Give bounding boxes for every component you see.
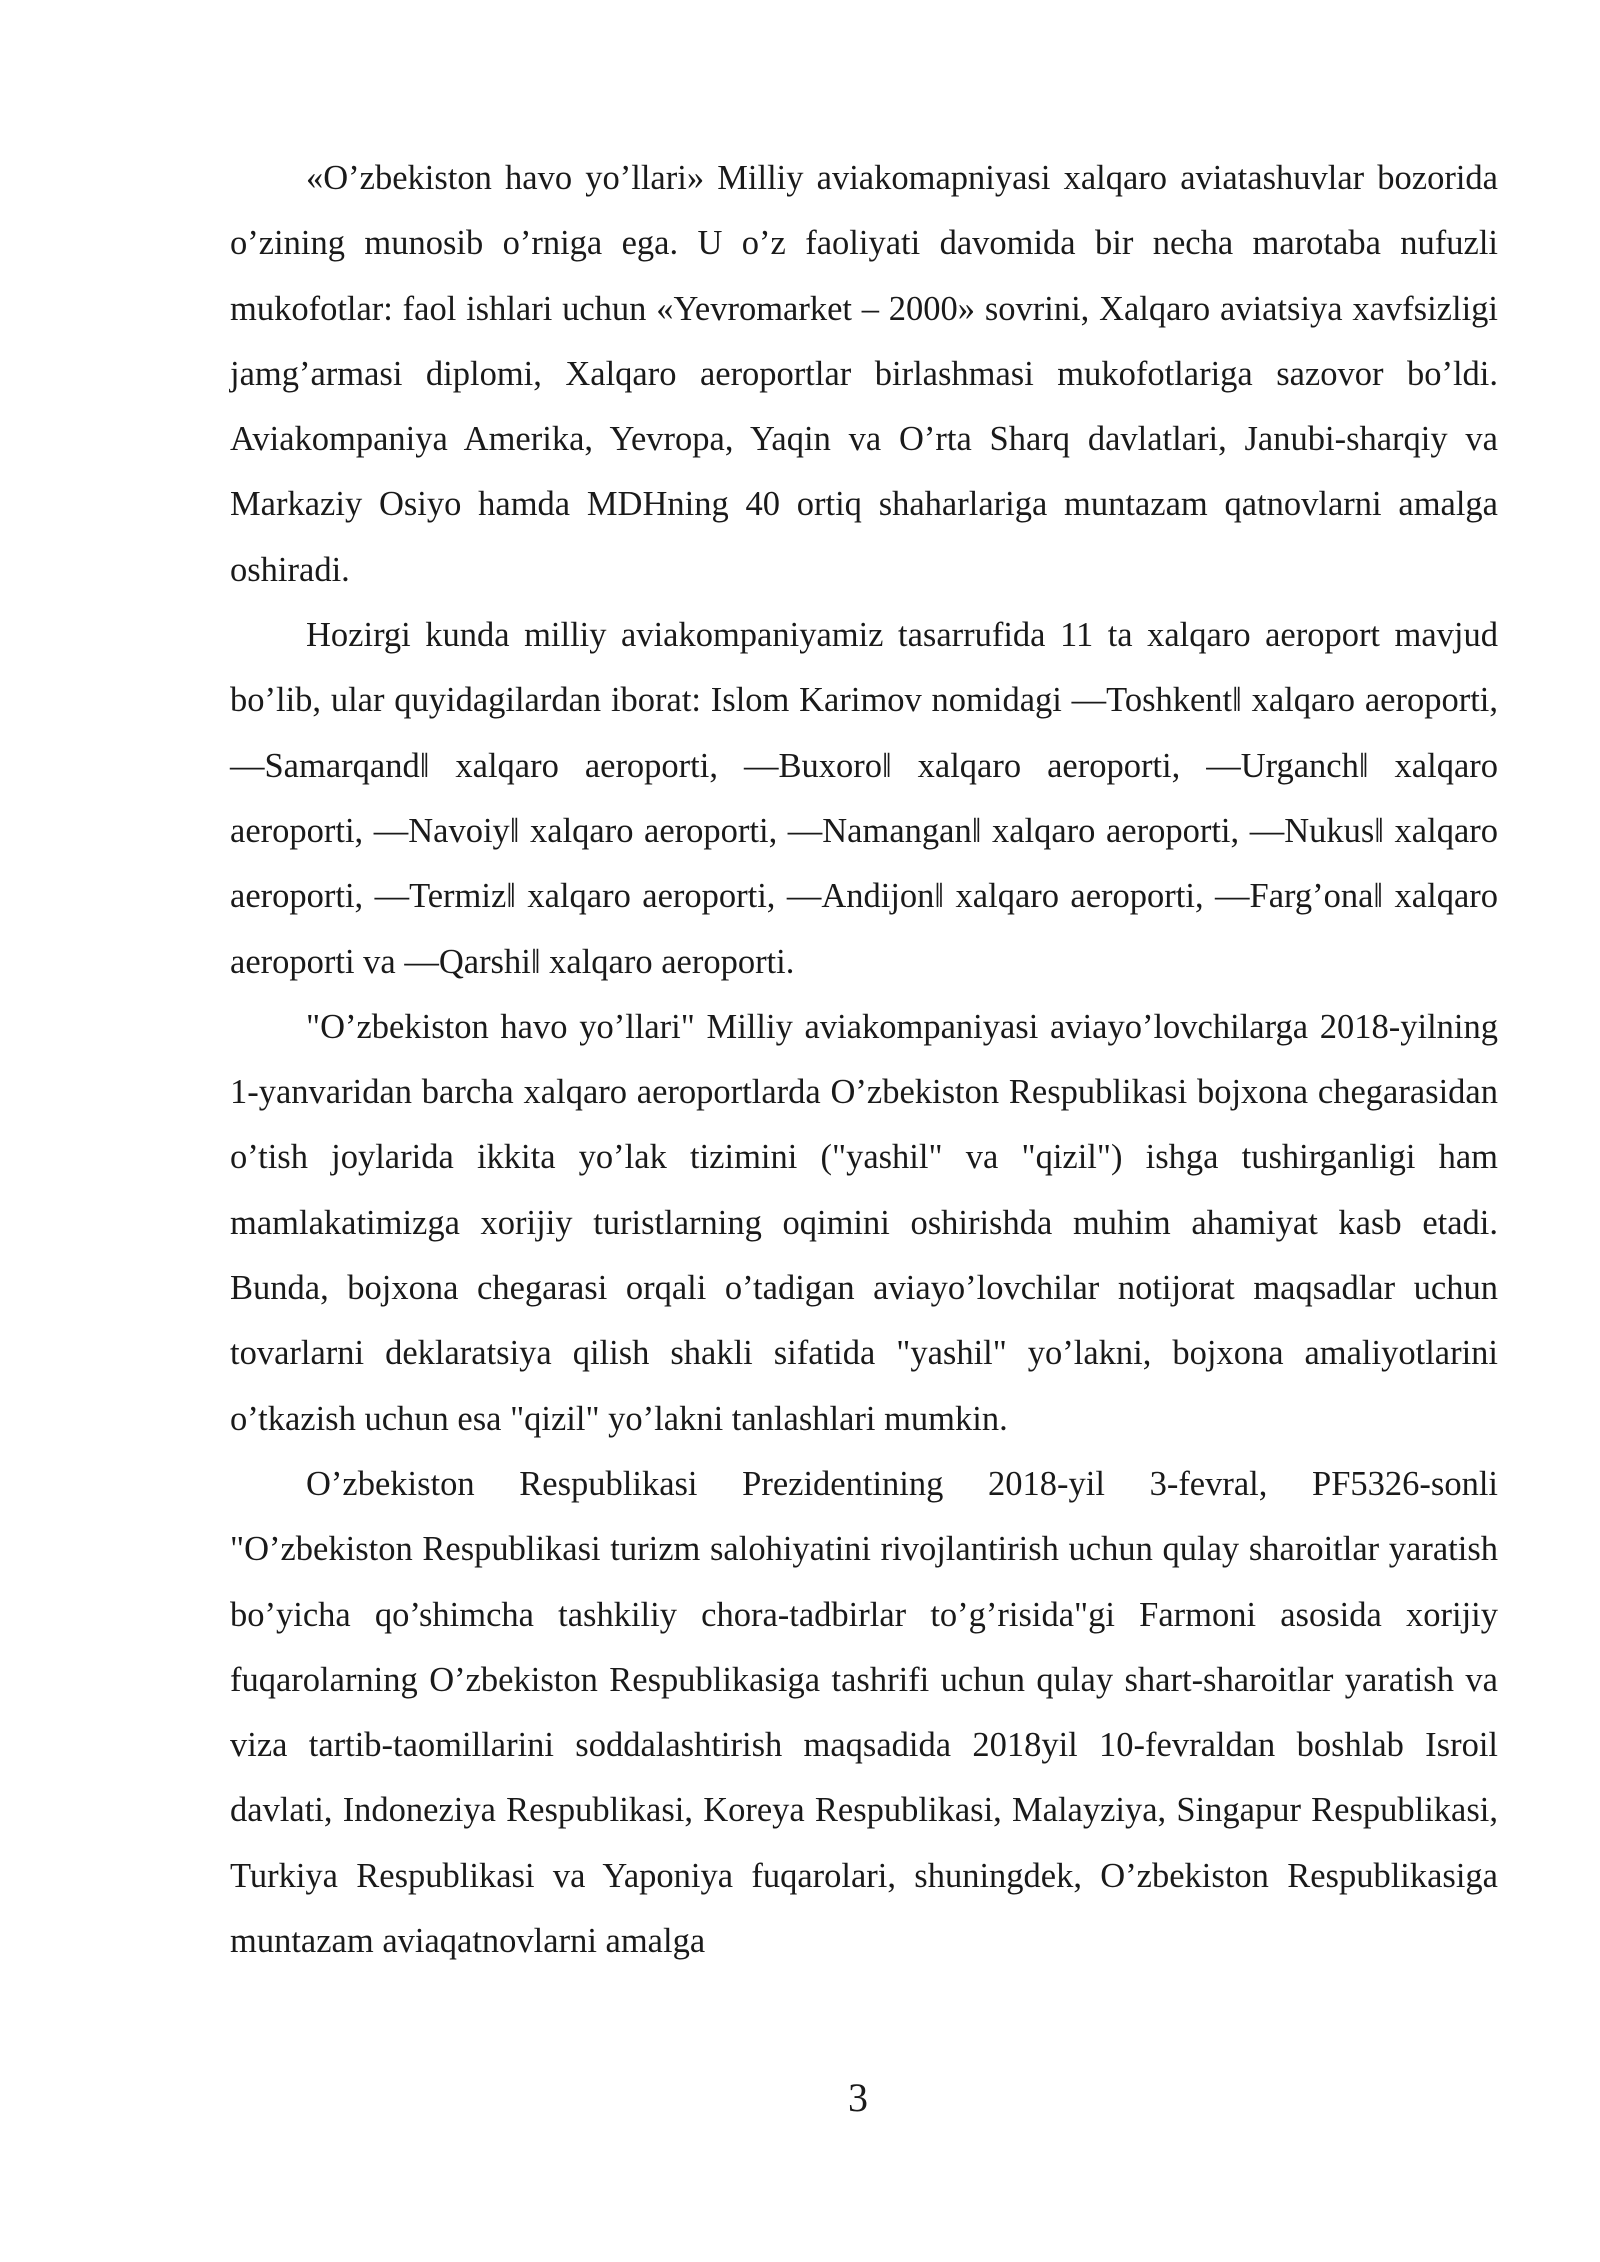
paragraph-presidential-decree: O’zbekiston Respublikasi Prezidentining 2018-yil 3-fevral, PF5326-sonli "O’zbekiston Respublikasi turizm salohiyatini rivojlantirish uchun qulay sharoitlar yaratish bo’yicha qo’shimcha tashkiliy chora-tadbirlar to’g’risida"gi Farmoni asosida xorijiy fuqarolarning O’zbekiston Respublikasiga tashrifi uchun qulay shart-sharoitlar yaratish va viza tartib-taomillarini soddalashtirish maqsadida 2018yil 10-fevraldan boshlab Isroil davlati, Indoneziya Respublikasi, Koreya Respublikasi, Malayziya, Singapur Respublikasi, Turkiya Respublikasi va Yaponiya fuqarolari, shuningdek, O’zbekiston Respublikasiga muntazam aviaqatnovlarni amalga: [230, 1464, 1498, 1961]
document-page-body: [230, 146, 1498, 1974]
paragraph-international-airports: Hozirgi kunda milliy aviakompaniyamiz tasarrufida 11 ta xalqaro aeroport mavjud bo’lib, ular quyidagilardan iborat: Islom Karimov nomidagi ―Toshkent‖ xalqaro aeroporti, ―Samarqand‖ xalqaro aeroporti, ―Buxoro‖ xalqaro aeroporti, ―Urganch‖ xalqaro aeroporti, ―Navoiy‖ xalqaro aeroporti, ―Namangan‖ xalqaro aeroporti, ―Nukus‖ xalqaro aeroporti, ―Termiz‖ xalqaro aeroporti, ―Andijon‖ xalqaro aeroporti, ―Farg’ona‖ xalqaro aeroporti va ―Qarshi‖ xalqaro aeroporti.: [230, 616, 1498, 981]
page-number: 3: [848, 2075, 868, 2120]
paragraph-airline-awards: «O’zbekiston havo yo’llari» Milliy aviakomapniyasi xalqaro aviatashuvlar bozorida o’zining munosib o’rniga ega. U o’z faoliyati davomida bir necha marotaba nufuzli mukofotlar: faol ishlari uchun «Yevromarket – 2000» sovrini, Xalqaro aviatsiya xavfsizligi jamg’armasi diplomi, Xalqaro aeroportlar birlashmasi mukofotlariga sazovor bo’ldi. Aviakompaniya Amerika, Yevropa, Yaqin va O’rta Sharq davlatlari, Janubi-sharqiy va Markaziy Osiyo hamda MDHning 40 ortiq shaharlariga muntazam qatnovlarni amalga oshiradi.: [230, 159, 1498, 589]
paragraph-customs-lanes: "O’zbekiston havo yo’llari" Milliy aviakompaniyasi aviayo’lovchilarga 2018-yilning 1-yanvaridan barcha xalqaro aeroportlarda O’zbekiston Respublikasi bojxona chegarasidan o’tish joylarida ikkita yo’lak tizimini ("yashil" va "qizil") ishga tushirganligi ham mamlakatimizga xorijiy turistlarning oqimini oshirishda muhim ahamiyat kasb etadi. Bunda, bojxona chegarasi orqali o’tadigan aviayo’lovchilar notijorat maqsadlar uchun tovarlarni deklaratsiya qilish shakli sifatida "yashil" yo’lakni, bojxona amaliyotlarini o’tkazish uchun esa "qizil" yo’lakni tanlashlari mumkin.: [230, 1007, 1498, 1438]
